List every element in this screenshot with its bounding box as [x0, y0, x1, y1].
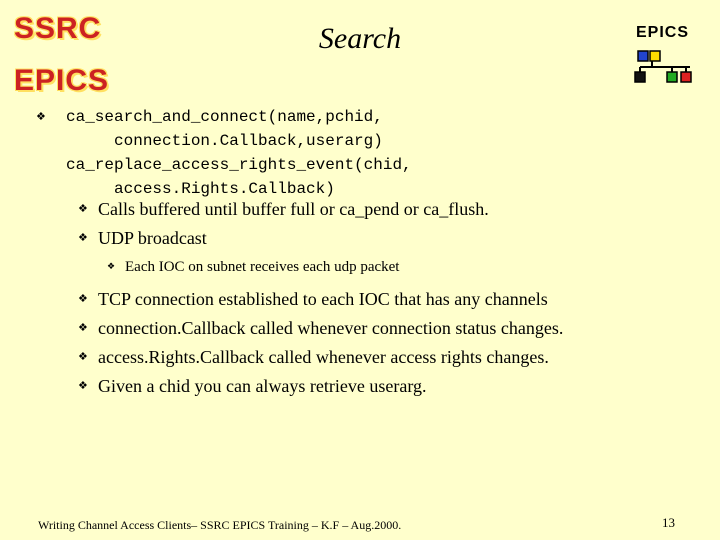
bullet-list: [78, 195, 563, 401]
code-line: ca_search_and_connect(name,pchid,: [66, 108, 383, 126]
bullet-icon: ❖: [78, 351, 88, 363]
slide-footer: Writing Channel Access Clients– SSRC EPICS Training – K.F – Aug.2000.: [38, 518, 402, 532]
bullet-icon: ❖: [78, 380, 88, 392]
sub-list-item: [78, 255, 563, 279]
bullet-icon: ❖: [78, 232, 88, 244]
epics-logo-text: EPICS: [636, 24, 690, 41]
logo-epics-text: EPICS: [14, 64, 110, 97]
slide-title: Search: [318, 22, 402, 55]
code-line: access.Rights.Callback): [66, 180, 335, 198]
bullet-icon: ❖: [107, 261, 116, 271]
bullet-icon: ❖: [36, 110, 46, 123]
list-item-text: access.Rights.Callback called whenever access rights changes.: [98, 347, 549, 367]
list-item: [78, 372, 563, 401]
list-item-text: TCP connection established to each IOC that has any channels: [98, 289, 548, 309]
bullet-icon: ❖: [78, 322, 88, 334]
bullet-icon: ❖: [78, 293, 88, 305]
list-item: [78, 224, 563, 253]
list-item-text: Given a chid you can always retrieve userarg.: [98, 376, 427, 396]
logo-ssrc-text: SSRC: [14, 12, 102, 45]
code-line: connection.Callback,userarg): [66, 132, 383, 150]
network-diagram-icon: [630, 24, 700, 84]
epics-network-logo: [630, 24, 700, 84]
list-item-text: connection.Callback called whenever connection status changes.: [98, 318, 564, 338]
list-item: [78, 285, 563, 314]
list-item-text: Calls buffered until buffer full or ca_pend or ca_flush.: [98, 199, 489, 219]
code-line: ca_replace_access_rights_event(chid,: [66, 156, 412, 174]
sub-list-item-text: Each IOC on subnet receives each udp packet: [125, 259, 400, 275]
bullet-icon: ❖: [78, 203, 88, 215]
page-number: 13: [662, 515, 675, 530]
list-item: [78, 314, 563, 343]
list-item: [78, 343, 563, 372]
code-block: [66, 105, 412, 201]
list-item-text: UDP broadcast: [98, 228, 207, 248]
list-item: [78, 195, 563, 224]
